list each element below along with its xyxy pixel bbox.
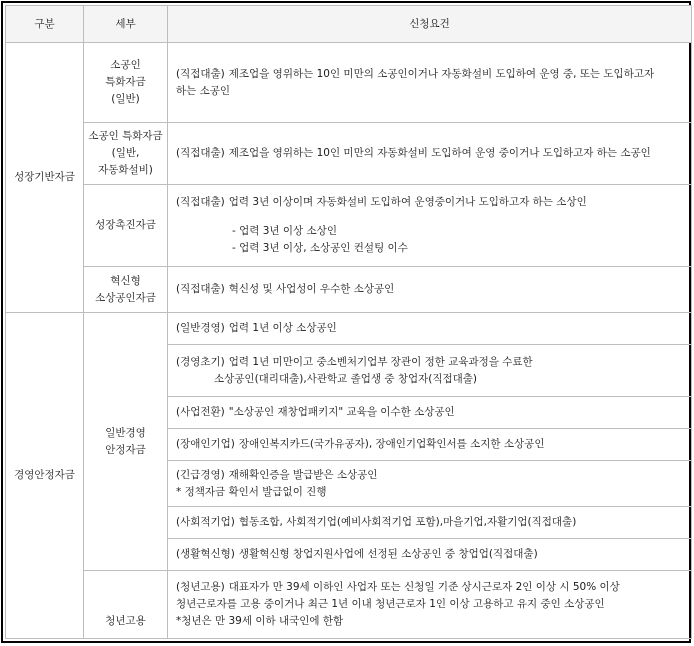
- requirement-text: 하는 소공인: [176, 84, 231, 97]
- requirement-cell: [168, 539, 692, 571]
- requirement-text: 제조업을 영위하는 10인 미만의 소공인이거나 자동화설비 도입하여 운영 중, 또는 도입하고자: [228, 67, 655, 80]
- requirement-tag: (긴급경영): [176, 468, 225, 481]
- detail-cell: [84, 267, 168, 313]
- category-stability: 경영안정자금: [6, 313, 84, 639]
- header-row: [6, 6, 692, 43]
- detail-line: 자동화설비): [98, 164, 153, 176]
- requirement-cell: [168, 461, 692, 507]
- requirement-cell: [168, 571, 692, 639]
- header-category: 구분: [6, 6, 84, 43]
- requirement-tag: (장애인기업): [176, 438, 235, 450]
- detail-cell: 성장촉진자금: [84, 185, 168, 267]
- detail-line: 혁신형: [110, 274, 141, 287]
- requirement-text: 청년근로자를 고용 중이거나 최근 1년 이내 청년근로자 1인 이상 고용하고 유지 중인 소상공인: [176, 598, 605, 610]
- requirement-cell: [168, 345, 692, 397]
- table-row: [6, 123, 692, 185]
- requirement-text: 업력 1년 이상 소상공인: [228, 322, 337, 334]
- requirement-cell: [168, 507, 692, 539]
- requirement-text: "소상공인 재창업패키지" 교육을 이수한 소상공인: [228, 406, 455, 418]
- detail-line: 소공인: [110, 59, 141, 71]
- requirement-tag: (경영초기): [176, 355, 225, 368]
- detail-cell: 청년고용: [84, 571, 168, 639]
- bullet-item: - 업력 3년 이상, 소상공인 컨설팅 이수: [232, 242, 408, 254]
- requirement-tag: (사업전환): [176, 406, 225, 418]
- detail-line: 안정자금: [105, 443, 146, 456]
- requirement-tag: (직접대출): [176, 147, 225, 159]
- detail-cell: [84, 313, 168, 571]
- requirement-note: *청년은 만 39세 이하 내국인에 한함: [176, 615, 344, 627]
- requirement-cell: [168, 123, 692, 185]
- detail-cell: [84, 43, 168, 123]
- detail-line: 소공인 특화자금: [88, 130, 163, 142]
- requirement-tag: (사회적기업): [176, 516, 235, 528]
- table-row: [6, 267, 692, 313]
- requirement-text: 재해확인증을 발급받은 소상공인: [228, 468, 378, 481]
- requirement-tag: (직접대출): [176, 283, 225, 295]
- detail-line: (일반): [111, 93, 140, 105]
- requirement-text: 소상공인(대리대출),사관학교 졸업생 중 창업자(직접대출): [214, 372, 478, 385]
- requirement-cell: [168, 185, 692, 267]
- bullet-item: - 업력 3년 이상 소상인: [232, 225, 337, 237]
- detail-line: 소상공인자금: [95, 291, 156, 304]
- requirement-tag: (청년고용): [176, 581, 225, 593]
- table-row: [6, 571, 692, 639]
- category-growth: 성장기반자금: [6, 43, 84, 313]
- requirement-text: 업력 1년 미만이고 중소벤처기업부 장관이 정한 교육과정을 수료한: [228, 355, 533, 368]
- requirement-tag: (일반경영): [176, 322, 225, 334]
- requirement-text: 생활혁신형 창업지원사업에 선정된 소상공인 중 창업업(직접대출): [238, 548, 538, 560]
- detail-cell: [84, 123, 168, 185]
- requirement-cell: [168, 313, 692, 345]
- requirement-text: 대표자가 만 39세 이하인 사업자 또는 신청일 기준 상시근로자 2인 이상 시 50% 이상: [228, 581, 620, 593]
- table-row: [6, 185, 692, 267]
- application-requirements-table: [5, 5, 692, 639]
- detail-line: (일반,: [111, 147, 140, 159]
- requirement-cell: [168, 429, 692, 461]
- requirement-tag: (직접대출): [176, 196, 225, 208]
- header-detail: 세부: [84, 6, 168, 43]
- requirement-text: 업력 3년 이상이며 자동화설비 도입하여 운영중이거나 도입하고자 하는 소상인: [228, 196, 587, 208]
- detail-line: 일반경영: [105, 426, 146, 439]
- requirement-text: 혁신성 및 사업성이 우수한 소상공인: [228, 283, 395, 295]
- header-requirement: 신청요건: [168, 6, 692, 43]
- requirement-text: 협동조합, 사회적기업(예비사회적기업 포함),마을기업,자활기업(직접대출): [238, 516, 577, 528]
- requirement-text: 장애인복지카드(국가유공자), 장애인기업확인서를 소지한 소상공인: [238, 438, 545, 450]
- requirement-tag: (직접대출): [176, 67, 225, 80]
- table-row: [6, 313, 692, 345]
- requirement-tag: (생활혁신형): [176, 548, 235, 560]
- detail-line: 특화자금: [105, 76, 146, 88]
- table-frame: [1, 1, 691, 643]
- requirement-cell: [168, 43, 692, 123]
- requirement-cell: [168, 397, 692, 429]
- requirement-text: 제조업을 영위하는 10인 미만의 자동화설비 도입하여 운영 중이거나 도입하고자 하는 소공인: [228, 147, 651, 159]
- table-row: [6, 43, 692, 123]
- requirement-cell: [168, 267, 692, 313]
- requirement-note: * 정책자금 확인서 발급없이 진행: [176, 485, 327, 498]
